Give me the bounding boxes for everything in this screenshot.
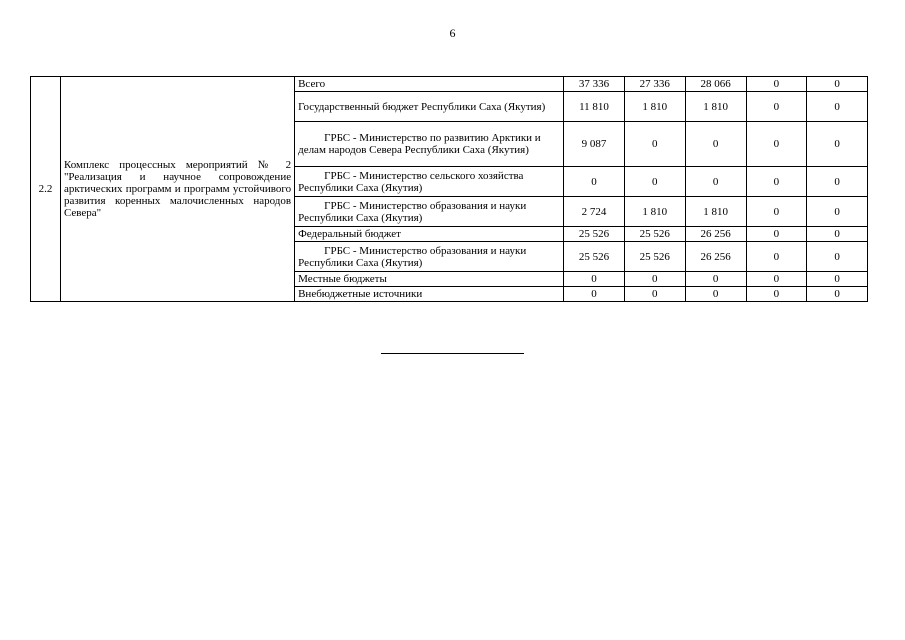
page-number: 6 (449, 26, 456, 40)
funding-source: ГРБС - Министерство по развитию Арктики и делам народов Севера Республики Саха (Якутия) (295, 122, 564, 167)
value-cell: 1 810 (685, 197, 746, 227)
value-cell: 0 (746, 242, 807, 272)
funding-source: Местные бюджеты (295, 272, 564, 287)
value-cell: 0 (624, 167, 685, 197)
funding-source: Федеральный бюджет (295, 227, 564, 242)
value-cell: 0 (807, 197, 868, 227)
value-cell: 1 810 (624, 197, 685, 227)
value-cell: 11 810 (564, 92, 625, 122)
value-cell: 0 (624, 272, 685, 287)
funding-source: ГРБС - Министерство образования и науки Республики Саха (Якутия) (295, 197, 564, 227)
value-cell: 0 (807, 92, 868, 122)
value-cell: 0 (685, 272, 746, 287)
funding-source: Внебюджетные источники (295, 287, 564, 302)
value-cell: 26 256 (685, 242, 746, 272)
program-title: Комплекс процессных мероприятий № 2 "Реализация и научное сопровождение арктических программ и программ устойчивого развития коренных малочисленных народов Севера" (60, 77, 294, 302)
value-cell: 0 (564, 272, 625, 287)
value-cell: 25 526 (564, 227, 625, 242)
value-cell: 25 526 (624, 227, 685, 242)
value-cell: 0 (807, 167, 868, 197)
value-cell: 1 810 (624, 92, 685, 122)
value-cell: 0 (807, 122, 868, 167)
value-cell: 0 (624, 122, 685, 167)
value-cell: 0 (746, 167, 807, 197)
value-cell: 0 (564, 287, 625, 302)
funding-source: ГРБС - Министерство образования и науки Республики Саха (Якутия) (295, 242, 564, 272)
table-row (31, 77, 868, 92)
value-cell: 37 336 (564, 77, 625, 92)
value-cell: 0 (807, 77, 868, 92)
row-number: 2.2 (31, 77, 61, 302)
value-cell: 27 336 (624, 77, 685, 92)
value-cell: 0 (746, 272, 807, 287)
value-cell: 25 526 (564, 242, 625, 272)
value-cell: 9 087 (564, 122, 625, 167)
funding-source: Всего (295, 77, 564, 92)
value-cell: 0 (564, 167, 625, 197)
value-cell: 0 (746, 227, 807, 242)
funding-source: Государственный бюджет Республики Саха (Якутия) (295, 92, 564, 122)
value-cell: 0 (746, 92, 807, 122)
budget-table (30, 76, 868, 302)
value-cell: 0 (746, 197, 807, 227)
value-cell: 0 (746, 122, 807, 167)
value-cell: 2 724 (564, 197, 625, 227)
value-cell: 26 256 (685, 227, 746, 242)
value-cell: 0 (624, 287, 685, 302)
value-cell: 0 (807, 242, 868, 272)
value-cell: 1 810 (685, 92, 746, 122)
divider-line (381, 353, 524, 354)
value-cell: 28 066 (685, 77, 746, 92)
value-cell: 25 526 (624, 242, 685, 272)
value-cell: 0 (746, 287, 807, 302)
funding-source: ГРБС - Министерство сельского хозяйства Республики Саха (Якутия) (295, 167, 564, 197)
value-cell: 0 (685, 122, 746, 167)
value-cell: 0 (807, 287, 868, 302)
value-cell: 0 (807, 227, 868, 242)
value-cell: 0 (685, 287, 746, 302)
value-cell: 0 (746, 77, 807, 92)
value-cell: 0 (807, 272, 868, 287)
value-cell: 0 (685, 167, 746, 197)
